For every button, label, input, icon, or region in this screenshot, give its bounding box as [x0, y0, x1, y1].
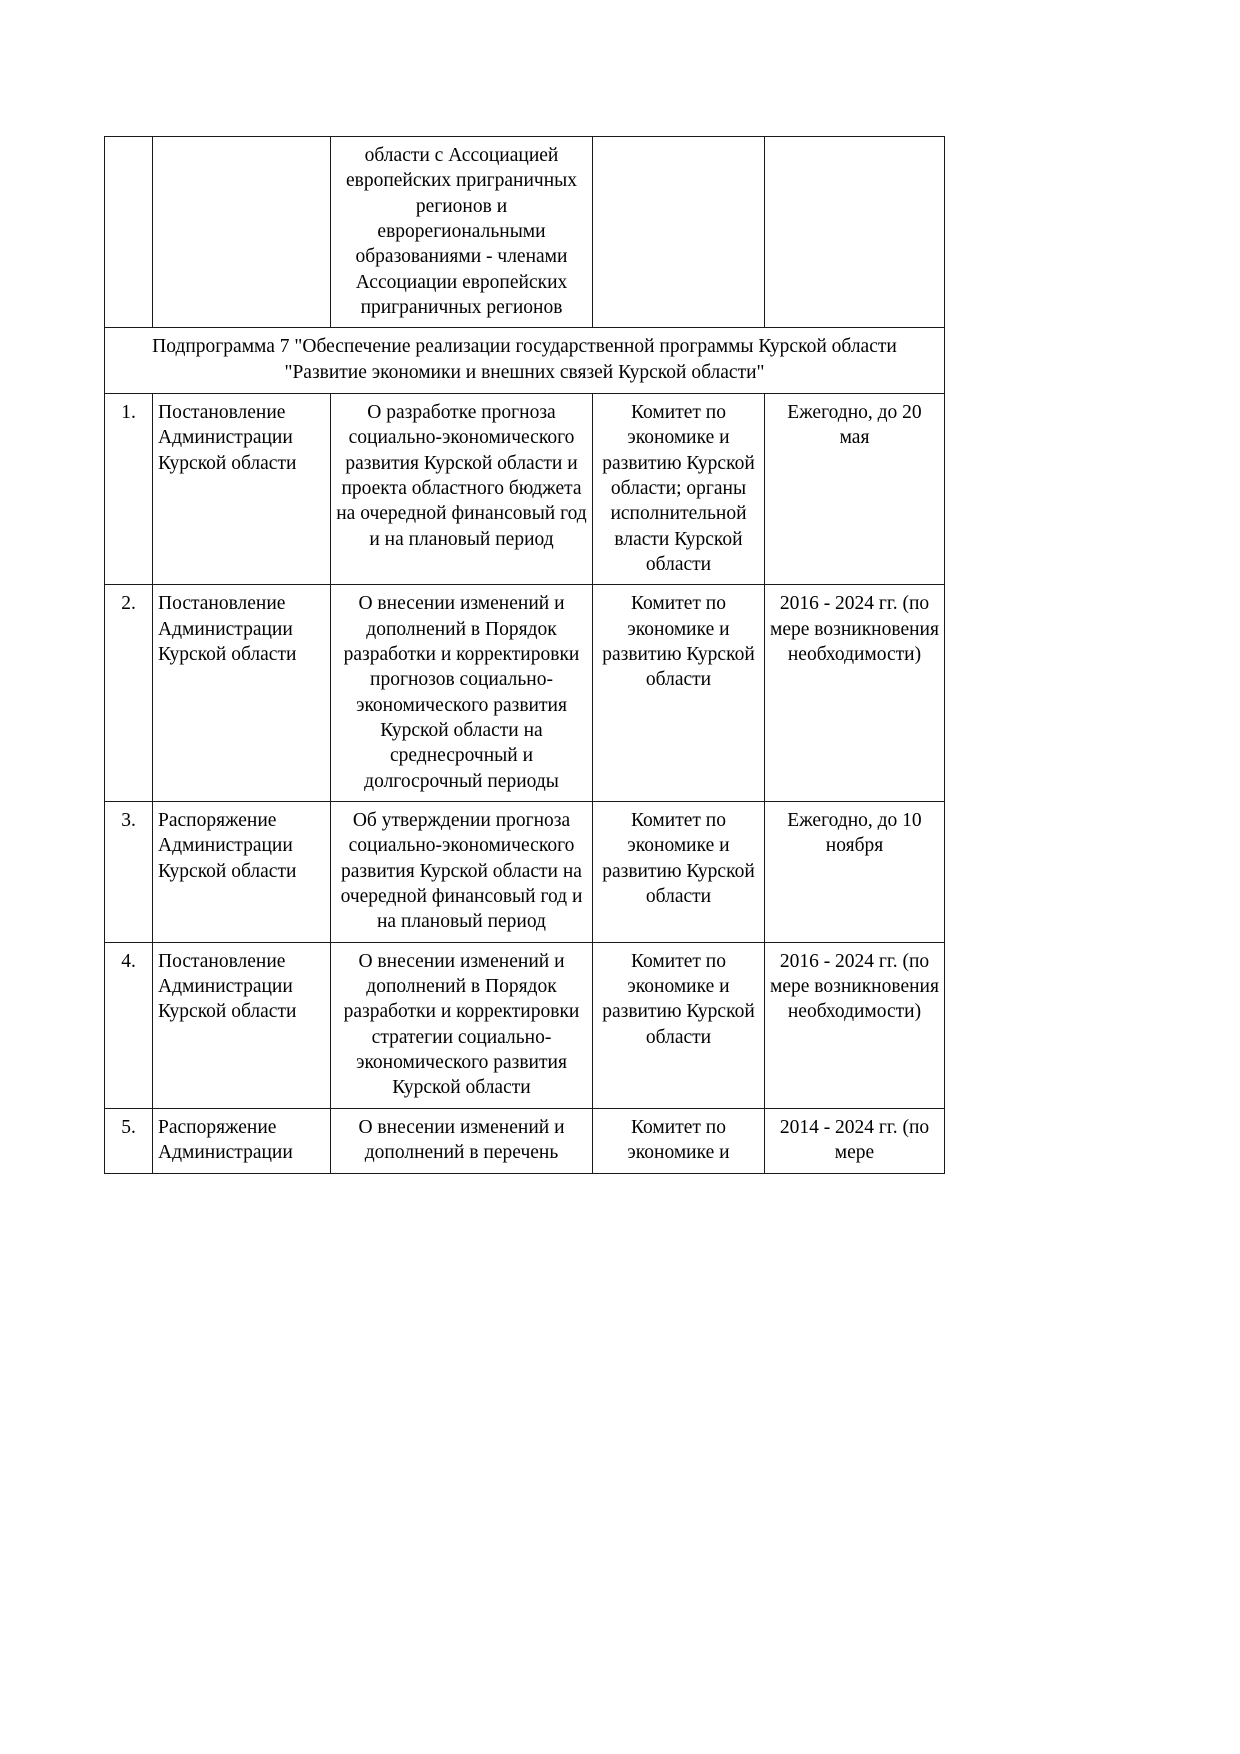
cell-act-type: Распоряжение Администрации [153, 1108, 331, 1173]
cell-executor: Комитет по экономике и [593, 1108, 765, 1173]
table-row-continuation [105, 137, 945, 328]
cell-act-type: Распоряжение Администрации Курской области [153, 802, 331, 943]
table-row [105, 802, 945, 943]
table-row [105, 1108, 945, 1173]
cell-term: 2016 - 2024 гг. (по мере возникновения необходимости) [765, 585, 945, 802]
cell-number: 5. [105, 1108, 153, 1173]
cell-act-type [153, 137, 331, 328]
cell-act-type: Постановление Администрации Курской области [153, 393, 331, 584]
cell-executor: Комитет по экономике и развитию Курской области; органы исполнительной власти Курской области [593, 393, 765, 584]
cell-subject: О внесении изменений и дополнений в Порядок разработки и корректировки стратегии социально-экономического развития Курской области [331, 942, 593, 1108]
cell-term: 2016 - 2024 гг. (по мере возникновения необходимости) [765, 942, 945, 1108]
cell-number: 3. [105, 802, 153, 943]
cell-term: Ежегодно, до 20 мая [765, 393, 945, 584]
cell-executor: Комитет по экономике и развитию Курской области [593, 585, 765, 802]
cell-term [765, 137, 945, 328]
cell-term: Ежегодно, до 10 ноября [765, 802, 945, 943]
cell-subject: Об утверждении прогноза социально-экономического развития Курской области на очередной финансовый год и на плановый период [331, 802, 593, 943]
table-row-subprogram-header [105, 328, 945, 393]
cell-number: 2. [105, 585, 153, 802]
table-row [105, 942, 945, 1108]
cell-number: 4. [105, 942, 153, 1108]
cell-subject: О внесении изменений и дополнений в перечень [331, 1108, 593, 1173]
subprogram-title: Подпрограмма 7 "Обеспечение реализации государственной программы Курской области "Развитие экономики и внешних связей Курской области" [105, 328, 945, 393]
cell-term: 2014 - 2024 гг. (по мере [765, 1108, 945, 1173]
cell-executor: Комитет по экономике и развитию Курской области [593, 942, 765, 1108]
table-row [105, 585, 945, 802]
regulatory-acts-table [104, 136, 945, 1174]
regulatory-acts-table-container [104, 136, 944, 1174]
cell-executor [593, 137, 765, 328]
cell-number: 1. [105, 393, 153, 584]
cell-number [105, 137, 153, 328]
cell-act-type: Постановление Администрации Курской области [153, 585, 331, 802]
table-row [105, 393, 945, 584]
cell-executor: Комитет по экономике и развитию Курской области [593, 802, 765, 943]
cell-subject: области с Ассоциацией европейских приграничных регионов и еврорегиональными образованиями - членами Ассоциации европейских приграничных регионов [331, 137, 593, 328]
cell-subject: О внесении изменений и дополнений в Порядок разработки и корректировки прогнозов социально-экономического развития Курской области на среднесрочный и долгосрочный периоды [331, 585, 593, 802]
cell-subject: О разработке прогноза социально-экономического развития Курской области и проекта областного бюджета на очередной финансовый год и на плановый период [331, 393, 593, 584]
cell-act-type: Постановление Администрации Курской области [153, 942, 331, 1108]
